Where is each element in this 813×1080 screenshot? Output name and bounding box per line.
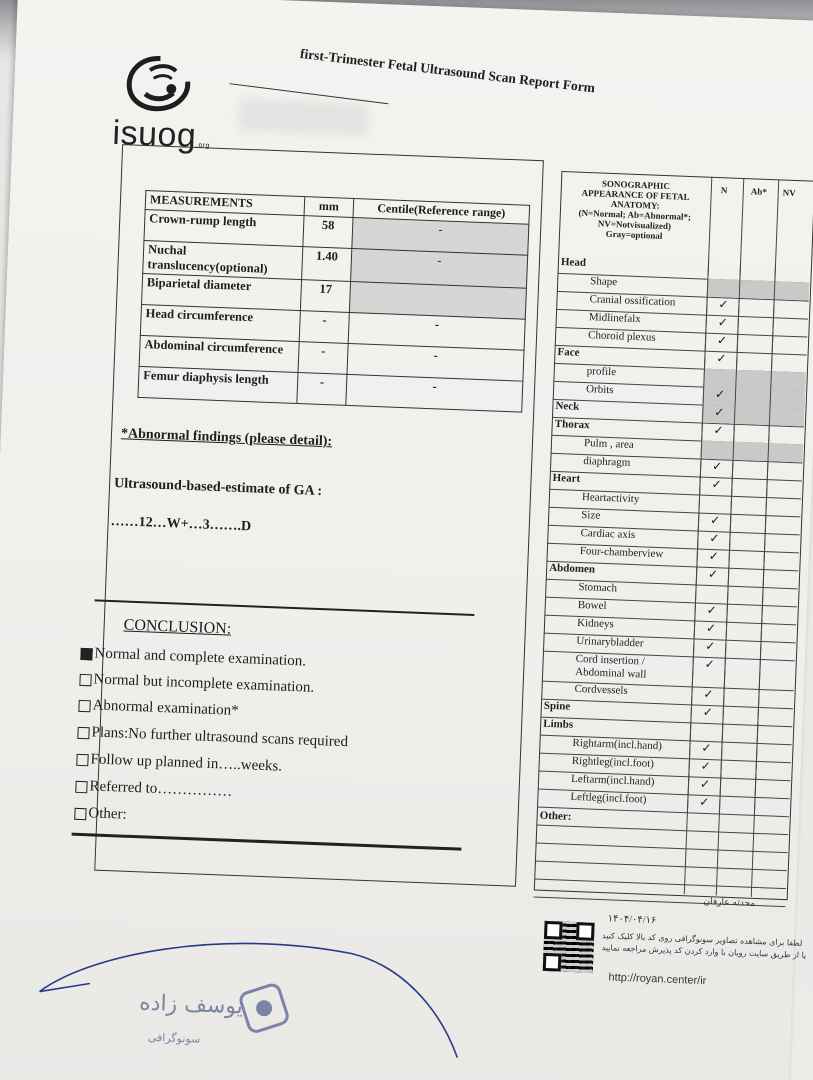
cell-normal[interactable]	[707, 261, 741, 280]
cell-not-visualized[interactable]	[757, 725, 794, 744]
cell-normal[interactable]: ✓	[701, 423, 735, 442]
cell-not-visualized[interactable]	[761, 623, 798, 642]
measure-name: Femur diaphysis length	[138, 366, 298, 403]
cell-not-visualized[interactable]	[760, 641, 797, 660]
checkbox[interactable]	[78, 699, 90, 711]
cell-abnormal[interactable]	[735, 388, 772, 407]
cell-normal[interactable]: ✓	[692, 656, 726, 687]
anatomy-header-line: NV=Notvisualized)	[597, 218, 672, 232]
cell-not-visualized[interactable]	[757, 707, 794, 726]
checkbox[interactable]	[76, 753, 88, 765]
cell-not-visualized[interactable]	[754, 797, 791, 816]
cell-normal[interactable]: ✓	[697, 530, 731, 549]
cell-abnormal[interactable]	[720, 760, 757, 779]
measure-mm: -	[298, 342, 348, 375]
anatomy-label: Limbs	[542, 717, 574, 731]
cell-abnormal[interactable]	[736, 352, 773, 371]
cell-normal[interactable]	[695, 584, 729, 603]
center-url[interactable]: http://royan.center/ir	[608, 971, 707, 988]
measure-name: Crown-rump length	[144, 210, 304, 247]
measurements-header: MEASUREMENTS	[145, 191, 305, 216]
cell-abnormal[interactable]	[723, 688, 760, 707]
anatomy-label: Heart	[552, 471, 581, 485]
cell-normal[interactable]: ✓	[696, 548, 730, 567]
anatomy-label: Heartactivity	[581, 491, 640, 506]
cell-not-visualized[interactable]	[772, 317, 809, 336]
measure-centile: -	[352, 218, 529, 256]
measure-name: Nuchal translucency(optional)	[143, 241, 303, 280]
signer-name: محدثه عارفان	[703, 896, 756, 909]
col-n-header: N	[720, 185, 728, 196]
cell-abnormal[interactable]	[738, 298, 775, 317]
measure-centile: -	[348, 312, 525, 350]
conclusion-title: CONCLUSION:	[123, 616, 232, 638]
anatomy-label: Cord insertion / Abdominal wall	[575, 652, 647, 681]
cell-abnormal[interactable]	[732, 460, 769, 479]
cell-not-visualized[interactable]	[756, 743, 793, 762]
cell-not-visualized[interactable]	[774, 263, 811, 282]
anatomy-header-line: (N=Normal; Ab=Abnormal*;	[578, 207, 692, 222]
col-ab-header: Ab*	[750, 186, 768, 197]
cell-normal[interactable]: ✓	[699, 477, 733, 496]
centile-header: Centile(Reference range)	[353, 199, 530, 225]
cell-not-visualized[interactable]	[763, 551, 800, 570]
cell-not-visualized[interactable]	[762, 587, 799, 606]
cell-not-visualized[interactable]	[767, 443, 804, 462]
cell-normal[interactable]: ✓	[700, 459, 734, 478]
checkbox-checked[interactable]	[80, 647, 92, 659]
cell-normal[interactable]: ✓	[702, 405, 736, 424]
cell-normal[interactable]: ✓	[689, 740, 723, 759]
anatomy-header-line: ANATOMY:	[610, 198, 660, 211]
measure-mm: -	[297, 373, 347, 406]
anatomy-label: Rightleg(incl.foot)	[571, 754, 655, 770]
cell-normal[interactable]: ✓	[690, 704, 724, 723]
cell-abnormal[interactable]	[726, 604, 763, 623]
anatomy-label: Thorax	[554, 417, 590, 432]
cell-normal[interactable]: ✓	[704, 351, 738, 370]
cell-not-visualized[interactable]	[771, 353, 808, 372]
anatomy-label: Cranial ossification	[589, 293, 676, 309]
anatomy-label: Face	[557, 345, 580, 359]
ga-value: ……12…W+…3…….D	[110, 513, 252, 535]
anatomy-label: Choroid plexus	[587, 329, 656, 344]
cell-normal[interactable]: ✓	[705, 333, 739, 352]
cell-normal[interactable]: ✓	[698, 513, 732, 532]
stamp-name: یوسف زاده	[138, 990, 244, 1020]
anatomy-cells	[692, 656, 795, 690]
option-label: Plans:No further ultrasound scans required	[91, 724, 349, 751]
anatomy-label: Leftleg(incl.foot)	[570, 790, 647, 806]
cell-not-visualized[interactable]	[767, 461, 804, 480]
anatomy-label: profile	[586, 365, 617, 379]
cell-normal[interactable]: ✓	[688, 758, 722, 777]
cell-not-visualized[interactable]	[770, 389, 807, 408]
cell-not-visualized[interactable]	[772, 335, 809, 354]
cell-not-visualized[interactable]	[770, 371, 807, 390]
cell-normal[interactable]	[703, 369, 737, 388]
cell-not-visualized[interactable]	[765, 497, 802, 516]
cell-normal[interactable]: ✓	[696, 566, 730, 585]
measure-mm: 17	[300, 280, 350, 313]
anatomy-label: Neck	[555, 399, 580, 413]
checkbox[interactable]	[75, 780, 87, 792]
option-label: Abnormal examination*	[92, 697, 240, 719]
option-label: Other:	[88, 805, 128, 823]
cell-not-visualized[interactable]	[766, 479, 803, 498]
anatomy-label: Abdomen	[548, 561, 596, 576]
cell-not-visualized[interactable]	[773, 299, 810, 318]
stamp-subtitle: سونوگرافی	[147, 1030, 201, 1046]
cell-not-visualized[interactable]	[768, 425, 805, 444]
cell-not-visualized[interactable]	[761, 605, 798, 624]
anatomy-label: Kidneys	[576, 616, 614, 631]
isuog-logo-icon	[118, 49, 201, 122]
cell-not-visualized[interactable]	[765, 515, 802, 534]
cell-normal[interactable]	[698, 495, 732, 514]
measure-centile: -	[351, 249, 528, 289]
cell-abnormal[interactable]	[724, 658, 761, 689]
cell-abnormal[interactable]	[730, 514, 767, 533]
measure-mm: 1.40	[302, 247, 352, 282]
cell-not-visualized[interactable]	[769, 407, 806, 426]
measure-name: Biparietal diameter	[142, 273, 302, 310]
cell-abnormal[interactable]	[737, 334, 774, 353]
measure-mm: 58	[303, 216, 353, 249]
anatomy-label: Rightarm(incl.hand)	[572, 736, 663, 753]
cell-normal[interactable]: ✓	[688, 776, 722, 795]
cell-normal[interactable]	[707, 279, 741, 298]
cell-abnormal[interactable]	[737, 316, 774, 335]
isuog-logo-text: isuog.org	[111, 113, 211, 155]
anatomy-header-line: SONOGRAPHIC	[601, 178, 671, 192]
abnormal-findings-label: *Abnormal findings (please detail):	[120, 426, 333, 450]
measure-centile: -	[346, 374, 523, 412]
cell-abnormal[interactable]	[739, 280, 776, 299]
anatomy-header	[559, 171, 711, 243]
cell-normal[interactable]: ✓	[703, 387, 737, 406]
cell-not-visualized[interactable]	[763, 569, 800, 588]
cell-not-visualized[interactable]	[755, 779, 792, 798]
cell-not-visualized[interactable]	[764, 533, 801, 552]
cell-abnormal[interactable]	[721, 742, 758, 761]
cell-normal[interactable]: ✓	[694, 620, 728, 639]
anatomy-label: Pulm , area	[583, 437, 635, 451]
anatomy-label: Cordvessels	[574, 682, 628, 697]
anatomy-header-line: Gray=optional	[605, 228, 663, 241]
cell-normal[interactable]: ✓	[706, 297, 740, 316]
cell-abnormal[interactable]	[731, 478, 768, 497]
cell-abnormal[interactable]	[735, 370, 772, 389]
cell-normal[interactable]: ✓	[691, 686, 725, 705]
measure-name: Abdominal circumference	[139, 335, 299, 372]
measure-name: Head circumference	[140, 304, 300, 341]
anatomy-label: Four-chamberview	[579, 544, 664, 561]
other-label: Other:	[539, 809, 572, 823]
cell-normal[interactable]: ✓	[694, 602, 728, 621]
anatomy-cells	[687, 794, 790, 816]
cell-abnormal[interactable]	[722, 724, 759, 743]
cell-abnormal[interactable]	[719, 796, 756, 815]
anatomy-label: Bowel	[577, 598, 607, 613]
cell-abnormal[interactable]	[720, 778, 757, 797]
anatomy-label: Head	[560, 256, 587, 270]
cell-normal[interactable]: ✓	[687, 794, 721, 813]
cell-abnormal[interactable]	[722, 706, 759, 725]
mm-header: mm	[304, 197, 354, 218]
cell-abnormal[interactable]	[739, 262, 776, 281]
anatomy-label: Leftarm(incl.hand)	[570, 772, 655, 789]
checkbox[interactable]	[79, 673, 91, 685]
cell-abnormal[interactable]	[732, 442, 769, 461]
anatomy-label: Shape	[590, 275, 618, 289]
cell-normal[interactable]	[701, 441, 735, 460]
measure-mm: -	[299, 311, 349, 344]
cell-not-visualized[interactable]	[774, 281, 811, 300]
anatomy-label: Midlinefalx	[588, 311, 641, 326]
option-label: Follow up planned in…..weeks.	[90, 751, 283, 775]
qr-corner	[576, 922, 595, 941]
checkbox[interactable]	[74, 807, 86, 819]
cell-abnormal[interactable]	[729, 532, 766, 551]
measurements-table	[137, 190, 530, 413]
cell-normal[interactable]	[690, 722, 724, 741]
form-title: first-Trimester Fetal Ultrasound Scan Report Form	[299, 45, 596, 96]
cell-not-visualized[interactable]	[755, 761, 792, 780]
checkbox[interactable]	[77, 726, 89, 738]
redacted-area	[238, 99, 369, 136]
anatomy-header-line: APPEARANCE OF FETAL	[581, 187, 690, 202]
cell-abnormal[interactable]	[728, 550, 765, 569]
anatomy-label: diaphragm	[583, 455, 631, 469]
cell-abnormal[interactable]	[730, 496, 767, 515]
cell-normal[interactable]: ✓	[693, 638, 727, 657]
option-label: Normal and complete examination.	[94, 645, 307, 670]
conclusion-option[interactable]	[74, 805, 127, 824]
anatomy-label: Cardiac axis	[580, 527, 636, 542]
cell-abnormal[interactable]	[733, 424, 770, 443]
option-label: Normal but incomplete examination.	[93, 671, 315, 696]
option-label: Referred to……………	[89, 778, 233, 800]
cell-abnormal[interactable]	[726, 622, 763, 641]
col-nv-header: NV	[782, 187, 796, 199]
footer-note: لطفا برای مشاهده تصاویر سونوگرافی روی کد بالا کلیک کنید	[601, 931, 803, 948]
footer-note: یا از طریق سایت رویان با وارد کردن کد پذیرش مراجعه نمایید	[601, 943, 807, 960]
cell-not-visualized[interactable]	[758, 689, 795, 708]
cell-not-visualized[interactable]	[759, 659, 796, 690]
anatomy-panel	[534, 171, 813, 900]
anatomy-label: Stomach	[578, 580, 618, 595]
anatomy-label: Orbits	[585, 383, 614, 397]
cell-abnormal[interactable]	[725, 640, 762, 659]
cell-abnormal[interactable]	[728, 568, 765, 587]
measure-centile: -	[347, 343, 524, 381]
cell-normal[interactable]: ✓	[705, 315, 739, 334]
anatomy-label: Size	[581, 509, 601, 522]
qr-corner	[544, 921, 563, 940]
cell-abnormal[interactable]	[727, 586, 764, 605]
qr-code-icon[interactable]	[543, 921, 595, 973]
report-date: ۱۴۰۴/۰۴/۱۶	[607, 913, 657, 927]
ga-label: Ultrasound-based-estimate of GA :	[113, 476, 323, 500]
qr-corner	[543, 953, 562, 972]
anatomy-label: Urinarybladder	[576, 634, 644, 650]
cell-abnormal[interactable]	[734, 406, 771, 425]
anatomy-label: Spine	[543, 699, 571, 713]
